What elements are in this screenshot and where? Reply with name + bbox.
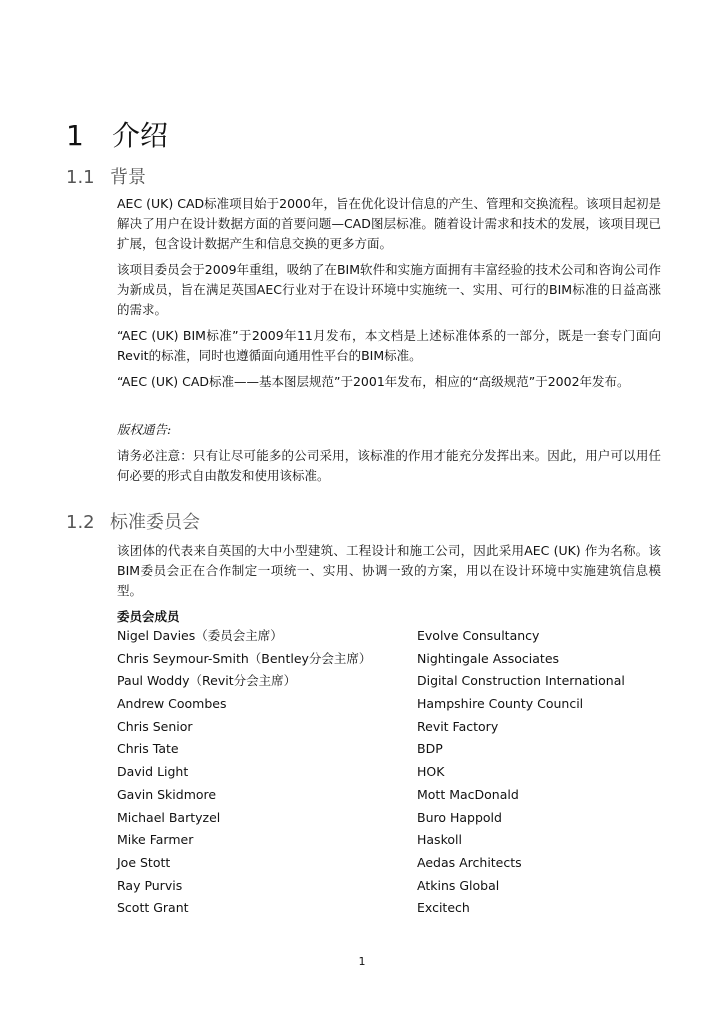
section-number: 1.1 [66, 167, 95, 188]
paragraph: AEC (UK) CAD标准项目始于2000年，旨在优化设计信息的产生、管理和交换流程。该项目起初是解决了用户在设计数据方面的首要问题—CAD图层标准。随着设计需求和技术的发展，该项目现已扩展，包含设计数据产生和信息交换的更多方面。 [117, 196, 661, 251]
member-org: HOK [417, 764, 445, 780]
member-row [117, 671, 677, 694]
member-row [117, 898, 677, 921]
member-org: Atkins Global [417, 877, 500, 893]
member-org: Evolve Consultancy [417, 628, 540, 643]
notice-text: 请务必注意：只有让尽可能多的公司采用，该标准的作用才能充分发挥出来。因此，用户可以用任何必要的形式自由散发和使用该标准。 [117, 448, 661, 483]
member-row [117, 853, 677, 876]
paragraph: “AEC (UK) CAD标准——基本图层规范”于2001年发布，相应的“高级规范”于2002年发布。 [117, 374, 630, 389]
chapter-heading [66, 118, 168, 154]
member-name: Paul Woddy（Revit分会主席） [117, 673, 297, 689]
member-row [117, 649, 677, 672]
member-name: Chris Tate [117, 741, 179, 757]
member-org: Digital Construction International [417, 673, 625, 689]
member-row [117, 785, 677, 808]
members-heading: 委员会成员 [117, 609, 180, 624]
background-body [117, 194, 661, 398]
paragraph: 该团体的代表来自英国的大中小型建筑、工程设计和施工公司，因此采用AEC (UK) 作为名称。该BIM委员会正在合作制定一项统一、实用、协调一致的方案，用以在设计环境中实施建筑信息模型。 [117, 543, 661, 598]
member-row [117, 626, 677, 649]
member-name: Chris Seymour-Smith（Bentley分会主席） [117, 650, 372, 666]
member-row [117, 762, 677, 785]
member-row [117, 739, 677, 762]
copyright-notice [117, 420, 661, 492]
member-org: Aedas Architects [417, 854, 522, 870]
member-name: Chris Senior [117, 718, 193, 734]
member-row [117, 808, 677, 831]
member-name: David Light [117, 764, 189, 780]
member-name: Mike Farmer [117, 832, 194, 848]
page-number: 1 [358, 955, 366, 968]
chapter-number: 1 [66, 119, 84, 152]
section-title: 标准委员会 [110, 512, 200, 533]
member-name: Scott Grant [117, 900, 189, 916]
member-row [117, 717, 677, 740]
notice-title: 版权通告: [117, 422, 172, 437]
member-name: Michael Bartyzel [117, 809, 221, 825]
member-org: Excitech [417, 900, 470, 916]
member-name: Andrew Coombes [117, 696, 227, 712]
member-name: Ray Purvis [117, 877, 183, 893]
members-list [117, 626, 677, 921]
member-row [117, 876, 677, 899]
member-row [117, 694, 677, 717]
section-number: 1.2 [66, 512, 95, 533]
paragraph: 该项目委员会于2009年重组，吸纳了在BIM软件和实施方面拥有丰富经验的技术公司和咨询公司作为新成员，旨在满足英国AEC行业对于在设计环境中实施统一、实用、可行的BIM标准的日益高涨的需求。 [117, 262, 661, 317]
member-org: Buro Happold [417, 809, 502, 825]
member-org: Haskoll [417, 832, 462, 848]
chapter-title: 介绍 [112, 119, 169, 152]
member-org: BDP [417, 741, 443, 757]
section-heading-committee [66, 511, 200, 535]
member-org: Mott MacDonald [417, 786, 519, 802]
paragraph: “AEC (UK) BIM标准”于2009年11月发布，本文档是上述标准体系的一部分，既是一套专门面向Revit的标准，同时也遵循面向通用性平台的BIM标准。 [117, 328, 661, 363]
member-org: Revit Factory [417, 718, 499, 734]
section-heading-background [66, 166, 146, 190]
member-name: Joe Stott [117, 854, 171, 870]
member-row [117, 830, 677, 853]
member-name: Nigel Davies（委员会主席） [117, 628, 283, 643]
committee-body [117, 541, 661, 633]
section-title: 背景 [110, 167, 146, 188]
member-org: Nightingale Associates [417, 650, 560, 666]
member-org: Hampshire County Council [417, 696, 584, 712]
member-name: Gavin Skidmore [117, 786, 217, 802]
